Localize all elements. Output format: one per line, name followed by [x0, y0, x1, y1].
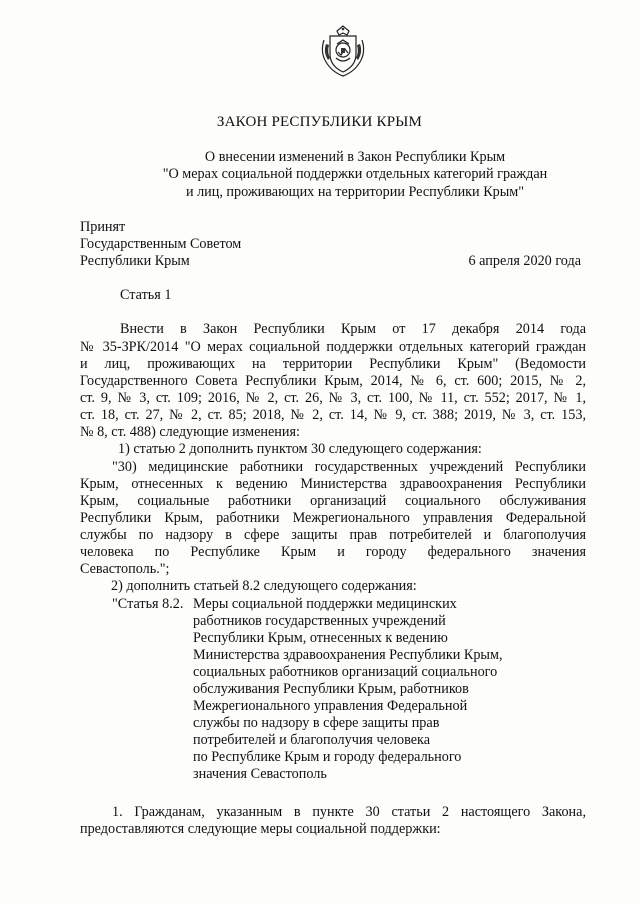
adoption-date: 6 апреля 2020 года [468, 253, 581, 269]
intro-line-1: Внести в Закон Республики Крым от 17 декабря 2014 года [120, 321, 586, 337]
intro-line-7: № 8, ст. 488) следующие изменения: [80, 424, 300, 440]
article-8-2-title-line-3: Республики Крым, отнесенных к ведению [193, 630, 448, 646]
subtitle-line-3: и лиц, проживающих на территории Республики Крым" [185, 184, 525, 200]
article-8-2-title-line-10: по Республике Крым и городу федерального [193, 749, 462, 765]
law-title: ЗАКОН РЕСПУБЛИКИ КРЫМ [216, 114, 423, 130]
item-1-lead: 1) статью 2 дополнить пунктом 30 следующего содержания: [118, 441, 482, 457]
item-1-quote-line-6: человека по Республике Крым и городу федерального значения [80, 544, 586, 560]
point-1-line-2: предоставляются следующие меры социальной поддержки: [80, 821, 441, 837]
adopted-line-3: Республики Крым [80, 253, 190, 269]
adopted-line-2: Государственным Советом [80, 236, 242, 252]
item-1-quote-line-2: Крым, отнесенных к ведению Министерства здравоохранения Республики [80, 476, 586, 492]
subtitle-line-2: "О мерах социальной поддержки отдельных категорий граждан [162, 166, 548, 182]
article-8-2-title-line-5: социальных работников организаций социального [193, 664, 498, 680]
intro-line-6: ст. 18, ст. 27, № 2, ст. 85; 2018, № 2, ст. 14, № 9, ст. 388; 2019, № 3, ст. 153, [80, 407, 586, 423]
item-1-quote-line-1: "30) медицинские работники государственных учреждений Республики [112, 459, 586, 475]
article-8-2-label: "Статья 8.2. [112, 596, 184, 612]
crimea-coat-of-arms-icon [318, 22, 368, 78]
point-1-line-1: 1. Гражданам, указанным в пункте 30 статьи 2 настоящего Закона, [112, 804, 586, 820]
intro-line-5: ст. 9, № 3, ст. 109; 2016, № 2, ст. 26, № 3, ст. 100, № 11, ст. 552; 2017, № 1, [80, 390, 586, 406]
article-8-2-title-line-7: Межрегионального управления Федеральной [193, 698, 468, 714]
item-2-lead: 2) дополнить статьей 8.2 следующего содержания: [111, 578, 417, 594]
intro-line-2: № 35-ЗРК/2014 "О мерах социальной поддержки отдельных категорий граждан [80, 339, 586, 355]
item-1-quote-line-7: Севастополь."; [80, 561, 170, 577]
article-8-2-title-line-6: обслуживания Республики Крым, работников [193, 681, 469, 697]
article-8-2-title-line-1: Меры социальной поддержки медицинских [193, 596, 457, 612]
item-1-quote-line-5: службы по надзору в сфере защиты прав потребителей и благополучия [80, 527, 586, 543]
article-1-heading: Статья 1 [120, 287, 172, 303]
item-1-quote-line-4: Республики Крым, работники Межрегионального управления Федеральной [80, 510, 586, 526]
article-8-2-title-line-4: Министерства здравоохранения Республики Крым, [193, 647, 503, 663]
article-8-2-title-line-2: работников государственных учреждений [193, 613, 446, 629]
subtitle-line-1: О внесении изменений в Закон Республики Крым [204, 149, 506, 165]
article-8-2-title-line-8: службы по надзору в сфере защиты прав [193, 715, 440, 731]
article-8-2-title-line-9: потребителей и благополучия человека [193, 732, 430, 748]
intro-line-3: и лиц, проживающих на территории Республики Крым" (Ведомости [80, 356, 586, 372]
item-1-quote-line-3: Крым, социальные работники организаций социального обслуживания [80, 493, 586, 509]
adopted-line-1: Принят [80, 219, 126, 235]
intro-line-4: Государственного Совета Республики Крым, 2014, № 6, ст. 600; 2015, № 2, [80, 373, 586, 389]
article-8-2-title-line-11: значения Севастополь [193, 766, 327, 782]
